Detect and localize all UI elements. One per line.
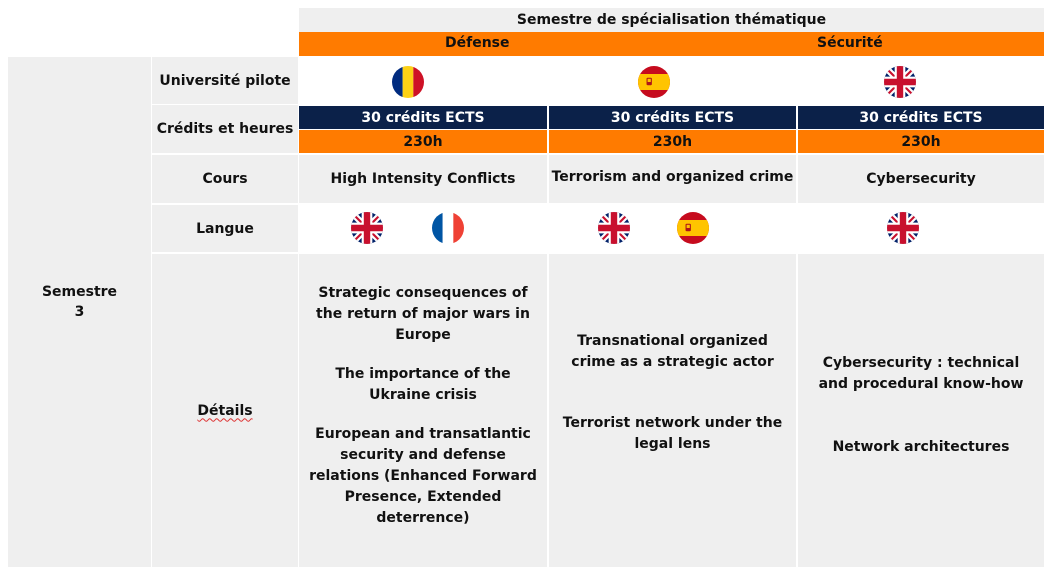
detail-item: The importance of the Ukraine crisis [335,365,511,403]
credits-value: 30 crédits ECTS [610,109,735,126]
track-defense-label: Défense [445,35,510,51]
hours-value: 230h [901,133,941,150]
semester-label: Semestre [41,284,118,300]
hours-cell-cyber [798,130,1044,153]
courses-label: Cours [202,171,248,187]
row-label-credits [152,105,298,153]
semester-cell [8,57,151,567]
detail-item: Cybersecurity : technical and procedural know-how [818,355,1024,392]
detail-item: Terrorist network under the legal lens [562,414,783,452]
course-cell-defense [299,155,547,203]
uk-flag-icon [887,212,919,244]
credits-cell-terrorism [549,106,796,129]
row-label-courses [152,155,298,203]
language-label: Langue [196,220,254,237]
semester-specialisation-title: Semestre de spécialisation thématique [516,12,827,28]
france-flag-icon [432,212,464,244]
track-header-row [299,32,1044,56]
credits-cell-cyber [798,106,1044,129]
row-label-language [152,205,298,252]
spain-flag-icon [677,212,709,244]
credits-value: 30 crédits ECTS [361,109,485,126]
hours-value: 230h [652,133,693,150]
credits-label: Crédits et heures [156,121,294,137]
detail-item: Network architectures [832,439,1010,455]
uk-flag-icon [884,66,916,98]
credits-value: 30 crédits ECTS [859,109,983,126]
row-label-university [152,57,298,104]
detail-item: Strategic consequences of the return of major wars in Europe [316,284,530,343]
course-name: High Intensity Conflicts [330,171,516,187]
details-cell-terrorism [549,254,796,567]
hours-value: 230h [403,133,443,150]
detail-item: Transnational organized crime as a strategic actor [571,332,774,370]
semester-specialisation-header [299,8,1044,32]
course-cell-terrorism [549,155,796,203]
course-name: Terrorism and organized crime [551,169,794,185]
uk-flag-icon [351,212,383,244]
romania-flag-icon [392,66,424,98]
hours-cell-defense [299,130,547,153]
semester-number: 3 [74,304,85,320]
track-security-label: Sécurité [817,35,883,51]
details-label: Détails [197,402,253,419]
hours-cell-terrorism [549,130,796,153]
university-label: Université pilote [159,72,291,89]
credits-cell-defense [299,106,547,129]
course-cell-cyber [798,155,1044,203]
spain-flag-icon [638,66,670,98]
course-name: Cybersecurity [866,171,976,187]
uk-flag-icon [598,212,630,244]
row-label-details [152,254,298,567]
details-cell-cyber [798,254,1044,567]
detail-item: European and transatlantic security and defense relations (Enhanced Forward Presence, Extended deterrence) [309,425,537,526]
details-cell-defense [299,254,547,567]
